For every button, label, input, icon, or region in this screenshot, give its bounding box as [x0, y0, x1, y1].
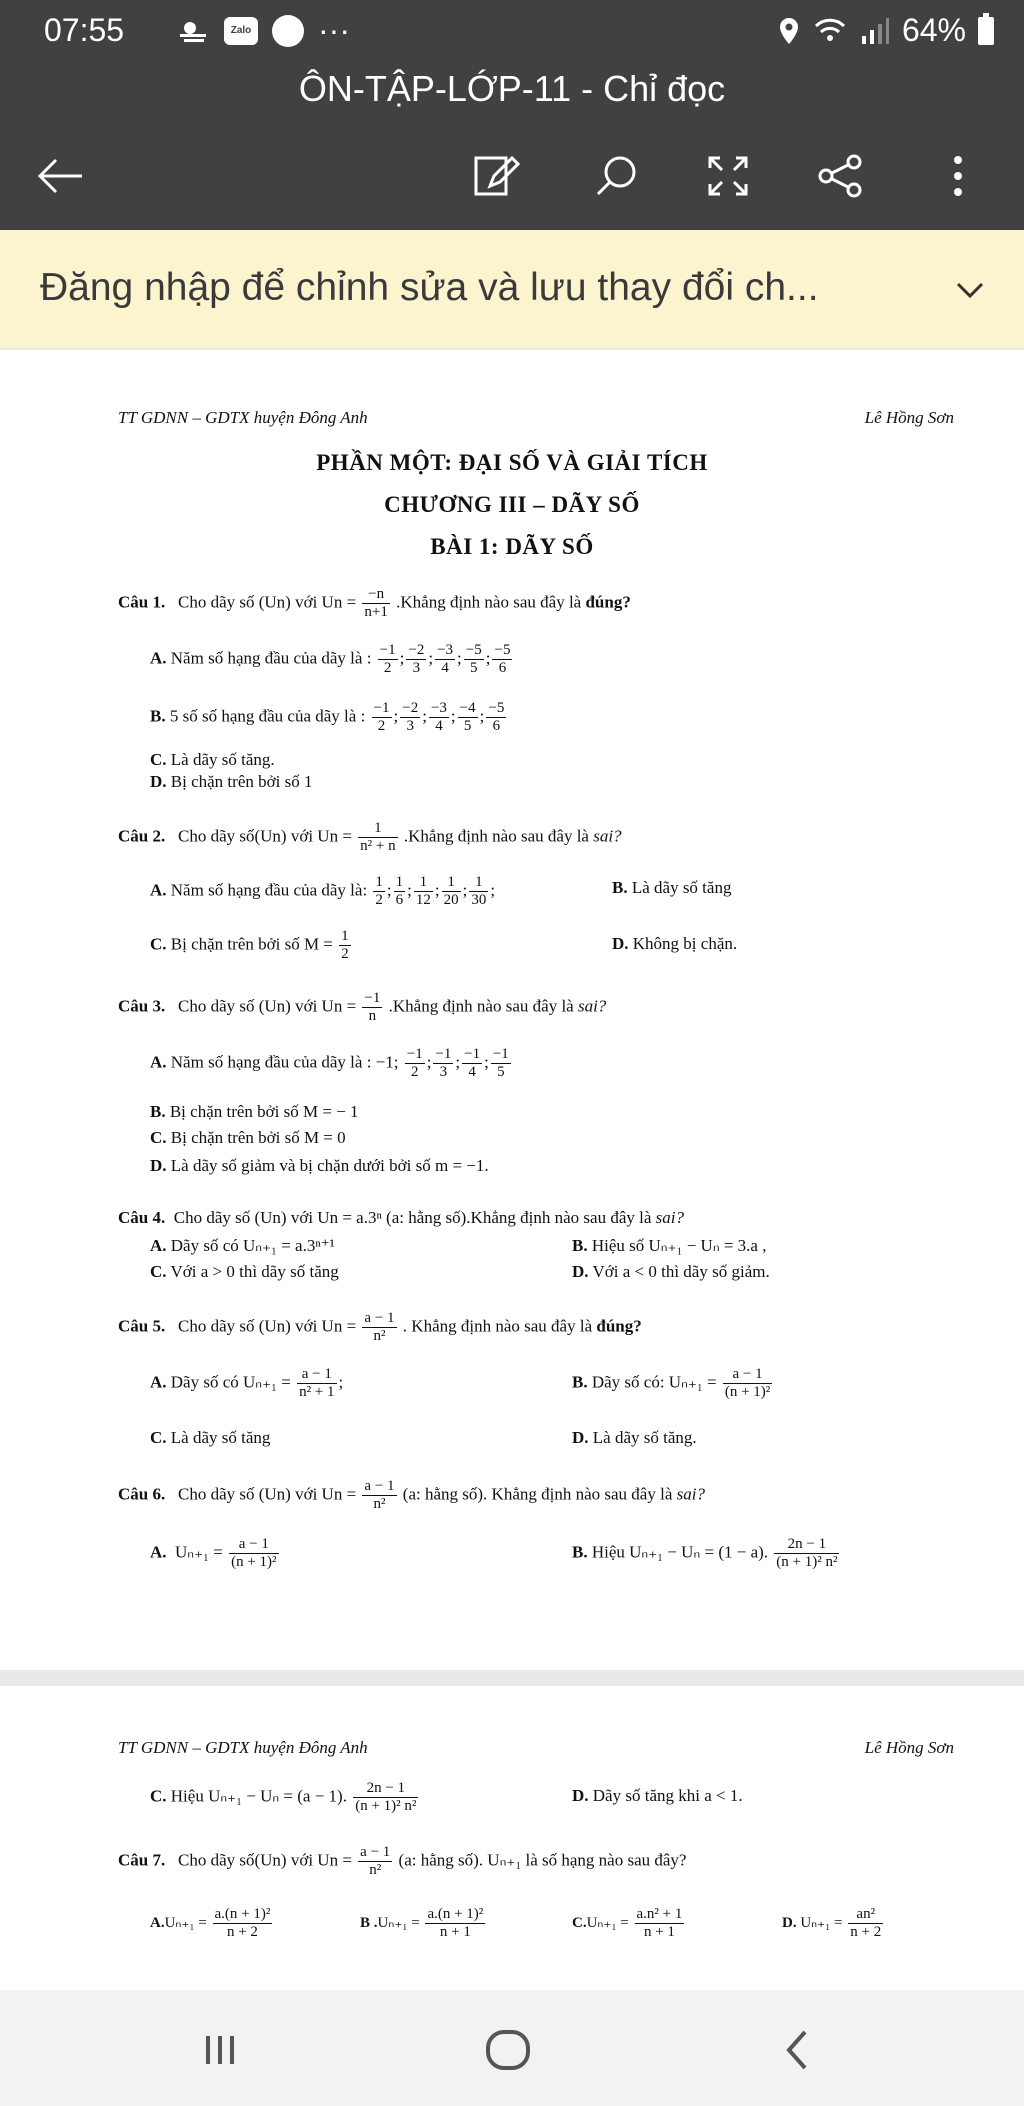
document-page: [0, 350, 1024, 1670]
document-title: ÔN-TẬP-LỚP-11 - Chỉ đọc: [298, 68, 726, 109]
status-time: 07:55: [44, 12, 125, 48]
q1-option-b: B. 5 số số hạng đầu của dãy là : $\frac{-1}{2}$ ; $\frac{-2}{3}$ ; $\frac{-3}{4}$ ; $\frac{-4}{5}$ ; $\frac{-5}{6}$: [150, 700, 505, 734]
search-icon[interactable]: [584, 144, 648, 208]
back-nav-icon[interactable]: [768, 2020, 828, 2080]
system-nav-bar: [0, 1990, 1024, 2106]
q1-option-d: D. Bị chặn trên bởi số 1: [150, 772, 313, 791]
q7-option-c: C.Uₙ₊₁ = $\frac{\text{a.n² + 1}}{n + 1}$: [572, 1906, 683, 1940]
sign-in-banner[interactable]: [0, 230, 1024, 348]
home-icon[interactable]: [478, 2020, 538, 2080]
question-3: Câu 3. Cho dãy số (Un) với Un = $\frac{-1}{n}$ .Khẳng định nào sau đây là sai?: [118, 990, 607, 1024]
q7-option-a: A.Uₙ₊₁ = $\frac{\text{a.(n + 1)²}}{n + 2}$: [150, 1906, 271, 1940]
question-2: Câu 2. Cho dãy số(Un) với Un = $\frac{1}{\text{n² + n}}$ .Khẳng định nào sau đây là sai?: [118, 820, 622, 854]
q2-option-b: B. Là dãy số tăng: [612, 878, 732, 897]
q5-option-d: D. Là dãy số tăng.: [572, 1428, 697, 1447]
question-4: Câu 4. Cho dãy số (Un) với Un = a.3ⁿ (a: hằng số).Khẳng định nào sau đây là sai?: [118, 1208, 684, 1227]
back-icon[interactable]: [28, 144, 92, 208]
share-icon[interactable]: [808, 144, 872, 208]
q4-option-a: A. Dãy số có Uₙ₊₁ = a.3ⁿ⁺¹: [150, 1236, 335, 1255]
q3-option-d: D. Là dãy số giảm và bị chặn dưới bởi số m = −1.: [150, 1156, 489, 1175]
recent-apps-icon[interactable]: [190, 2020, 250, 2080]
header-left: TT GDNN – GDTX huyện Đông Anh: [118, 1738, 368, 1757]
header-left: TT GDNN – GDTX huyện Đông Anh: [118, 408, 368, 427]
wifi-icon: [812, 16, 848, 46]
question-7: Câu 7. Cho dãy số(Un) với Un = $\frac{a - 1}{\text{n²}}$ (a: hằng số). Uₙ₊₁ là số hạng nào sau đây?: [118, 1844, 687, 1878]
header-right: Lê Hồng Sơn: [864, 408, 954, 427]
lesson-heading: BÀI 1: DÃY SỐ: [430, 534, 594, 559]
location-icon: [778, 16, 800, 46]
q4-option-c: C. Với a > 0 thì dãy số tăng: [150, 1262, 339, 1281]
q3-option-b: B. Bị chặn trên bởi số M = − 1: [150, 1102, 359, 1121]
chevron-down-icon[interactable]: [950, 270, 990, 310]
chapter-heading: CHƯƠNG III – DÃY SỐ: [384, 492, 640, 517]
battery-icon: [978, 17, 994, 45]
messenger-icon: [272, 15, 304, 47]
battery-percent: 64%: [901, 12, 966, 48]
fraction: $\frac{-n}{n+1}$: [364, 586, 388, 620]
app-bar: [0, 62, 1024, 230]
q3-option-c: C. Bị chặn trên bởi số M = 0: [150, 1128, 346, 1147]
q2-option-c: C. Bị chặn trên bởi số M = $\frac{1}{2}$: [150, 928, 349, 962]
header-right: Lê Hồng Sơn: [864, 1738, 954, 1757]
q7-option-b: B .Uₙ₊₁ = $\frac{\text{a.(n + 1)²}}{n + 1}$: [360, 1906, 484, 1940]
question-5: Câu 5. Cho dãy số (Un) với Un = $\frac{a - 1}{\text{n²}}$ . Khẳng định nào sau đây là đúng?: [118, 1310, 642, 1344]
weather-icon: [176, 16, 210, 46]
q6-option-c: C. Hiệu Uₙ₊₁ − Uₙ = (a − 1). $\frac{2n - 1}{\text{(n + 1)² n²}}$: [150, 1780, 417, 1814]
part-heading: PHẦN MỘT: ĐẠI SỐ VÀ GIẢI TÍCH: [316, 450, 708, 475]
signal-icon: [860, 16, 890, 46]
q5-option-a: A. Dãy số có Uₙ₊₁ = $\frac{a - 1}{\text{n² + 1}}$ ;: [150, 1366, 344, 1400]
q6-option-a: A. Uₙ₊₁ = $\frac{a - 1}{\text{(n + 1)²}}$: [150, 1536, 277, 1570]
more-notifications-icon: ···: [318, 12, 350, 48]
q1-option-c: C. Là dãy số tăng.: [150, 750, 275, 769]
document-page-2: [0, 1686, 1024, 1990]
more-options-icon[interactable]: [926, 144, 990, 208]
q2-option-a: A. Năm số hạng đầu của dãy là: $\frac{1}{2}$ ; $\frac{1}{6}$ ; $\frac{1}{12}$ ; $\frac{1}{20}$ ; $\frac{1}{30}$ ;: [150, 874, 496, 908]
status-bar: [0, 0, 1024, 62]
sign-in-banner-text: Đăng nhập để chỉnh sửa và lưu thay đổi ch...: [40, 266, 819, 309]
q2-option-d: D. Không bị chặn.: [612, 934, 738, 953]
notification-icons: [176, 12, 350, 49]
q3-option-a: A. Năm số hạng đầu của dãy là : −1; $\frac{-1}{2}$ ; $\frac{-1}{3}$ ; $\frac{-1}{4}$ ; $\frac{-1}{5}$: [150, 1046, 509, 1080]
q6-option-b: B. Hiệu Uₙ₊₁ − Uₙ = (1 − a). $\frac{2n - 1}{\text{(n + 1)² n²}}$: [572, 1536, 838, 1570]
q5-option-c: C. Là dãy số tăng: [150, 1428, 271, 1447]
zalo-icon: Zalo: [224, 17, 258, 45]
fullscreen-icon[interactable]: [696, 144, 760, 208]
q6-option-d: D. Dãy số tăng khi a < 1.: [572, 1786, 743, 1805]
q7-option-d: D. Uₙ₊₁ = $\frac{\text{an²}}{n + 2}$: [782, 1906, 882, 1940]
q4-option-b: B. Hiệu số Uₙ₊₁ − Uₙ = 3.a ,: [572, 1236, 767, 1255]
edit-icon[interactable]: [464, 144, 528, 208]
question-6: Câu 6. Cho dãy số (Un) với Un = $\frac{a - 1}{\text{n²}}$ (a: hằng số). Khẳng định nào sau đây là sai?: [118, 1478, 705, 1512]
q1-option-a: A. Năm số hạng đầu của dãy là : $\frac{-1}{2}$ ; $\frac{-2}{3}$ ; $\frac{-3}{4}$ ; $\frac{-5}{5}$ ; $\frac{-5}{6}$: [150, 642, 511, 676]
question-1: Câu 1. Cho dãy số (Un) với Un = $\frac{-n}{n+1}$ .Khẳng định nào sau đây là đúng?: [118, 586, 631, 620]
q5-option-b: B. Dãy số có: Uₙ₊₁ = $\frac{a - 1}{\text{(n + 1)²}}$: [572, 1366, 771, 1400]
q4-option-d: D. Với a < 0 thì dãy số giảm.: [572, 1262, 770, 1281]
